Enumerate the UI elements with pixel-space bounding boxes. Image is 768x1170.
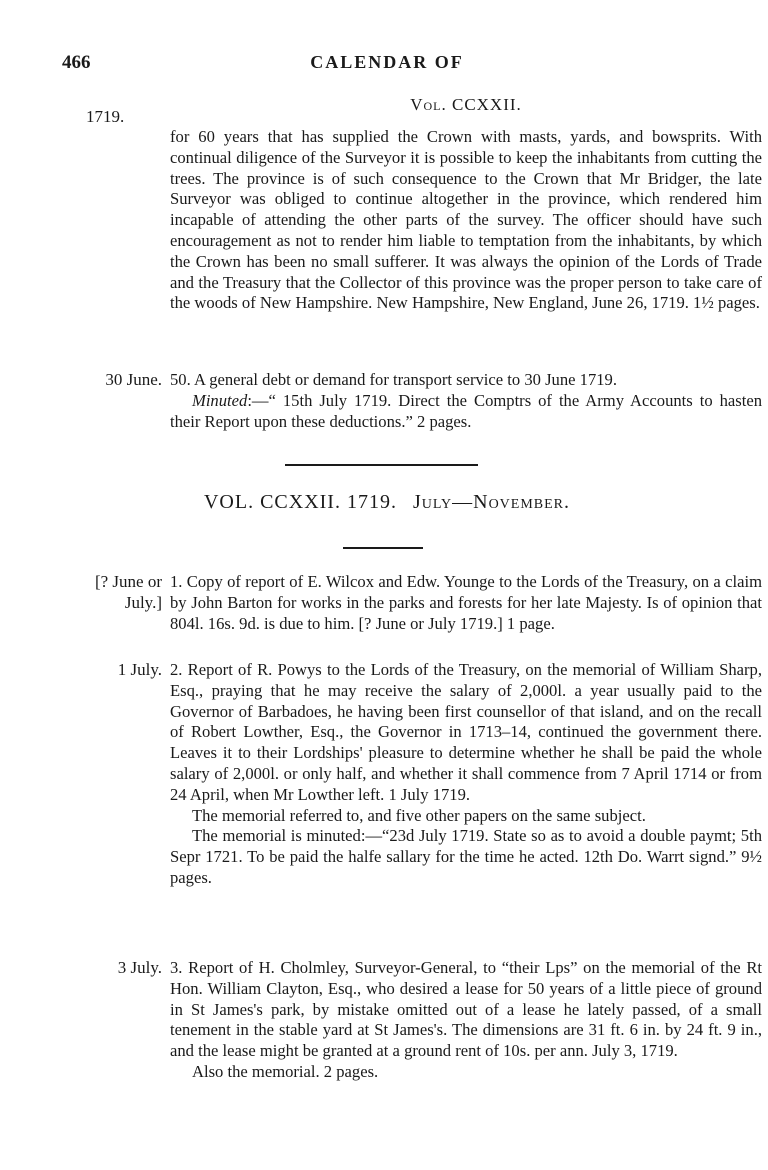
section-volume: VOL. CCXXII. 1719. — [203, 491, 397, 513]
entry-date: 3 July. — [117, 958, 162, 977]
entry-note: Also the memorial. 2 pages. — [192, 1061, 379, 1081]
volume-title: Vol. CCXXII. — [410, 95, 522, 114]
separator-rule — [285, 464, 478, 466]
entry-note: The memorial referred to, and five other papers on the same subject. — [192, 805, 646, 825]
entry-date: 1 July. — [117, 660, 162, 679]
section-months: July—November. — [412, 491, 571, 513]
entry-text: 3. Report of H. Cholmley, Surveyor-General, to “their Lps” on the memorial of the Rt Hon. William Clayton, Esq., who desired a lease for 50 years of a little piece of ground in St James's park, by mistake omitted out of a lease he lately passed, of a small tenement in the stable yard at St James's. The dimensions are 31 ft. 6 in. by 24 ft. 9 in., and the lease might be granted at a ground rent of 10s. per ann. July 3, 1719. — [170, 958, 762, 1061]
entry-text: 50. A general debt or demand for transport service to 30 June 1719. — [170, 370, 617, 389]
entry-date: [? June or July.] — [94, 572, 162, 612]
page-number: 466 — [62, 52, 91, 73]
section-rule — [343, 547, 423, 549]
continuation-text: for 60 years that has supplied the Crown with masts, yards, and bowsprits. With continual diligence of the Surveyor it is possible to keep the inhabitants from cutting the trees. The province is of such consequence to the Crown that Mr Bridger, the late Surveyor was obliged to continue altogether in the province, which rendered him incapable of attending the other parts of the survey. The officer should have such encouragement as not to render him liable to temptation from the inhabitants, by which the Crown has been no small sufferer. It was always the opinion of the Lords of Trade and the Treasury that the Collector of this province was the proper person to take care of the woods of New Hampshire. New Hampshire, New England, June 26, 1719. 1½ pages. — [170, 127, 762, 313]
minute-text: :—“ 15th July 1719. Direct the Comptrs of the Army Accounts to hasten their Report upon these deductions.” 2 pages. — [170, 390, 762, 431]
entry-date: 30 June. — [105, 370, 162, 389]
minute-note — [170, 391, 762, 433]
entry-text: 1. Copy of report of E. Wilcox and Edw. Younge to the Lords of the Treasury, on a claim by John Barton for works in the parks and forests for her late Majesty. Is of opinion that 804l. 16s. 9d. is due to him. [? June or July 1719.] 1 page. — [170, 572, 762, 633]
section-heading — [62, 491, 712, 514]
minute-note: The memorial is minuted:—“23d July 1719. State so as to avoid a double paymt; 5th Sepr 1721. To be paid the halfe sallary for the time he acted. 12th Do. Warrt signd.” 9½ pages. — [170, 826, 762, 887]
running-title: CALENDAR OF — [310, 52, 464, 72]
page-header — [62, 52, 712, 78]
entry-text: 2. Report of R. Powys to the Lords of the Treasury, on the memorial of William Sharp, Esq., praying that he may receive the salary of 2,000l. a year usually paid to the Governor of Barbadoes, he having been first counsellor of that island, and on the recall of Robert Lowther, Esq., the Governor in 1713–14, continued the government there. Leaves it to their Lordships' pleasure to determine whether he shall be paid the whole salary of 2,000l. or only half, and whether it shall commence from 7 April 1714 or from 24 April, when Mr Lowther left. 1 July 1719. — [170, 660, 762, 804]
margin-year: 1719. — [86, 107, 125, 126]
minute-label: Minuted — [192, 390, 248, 410]
